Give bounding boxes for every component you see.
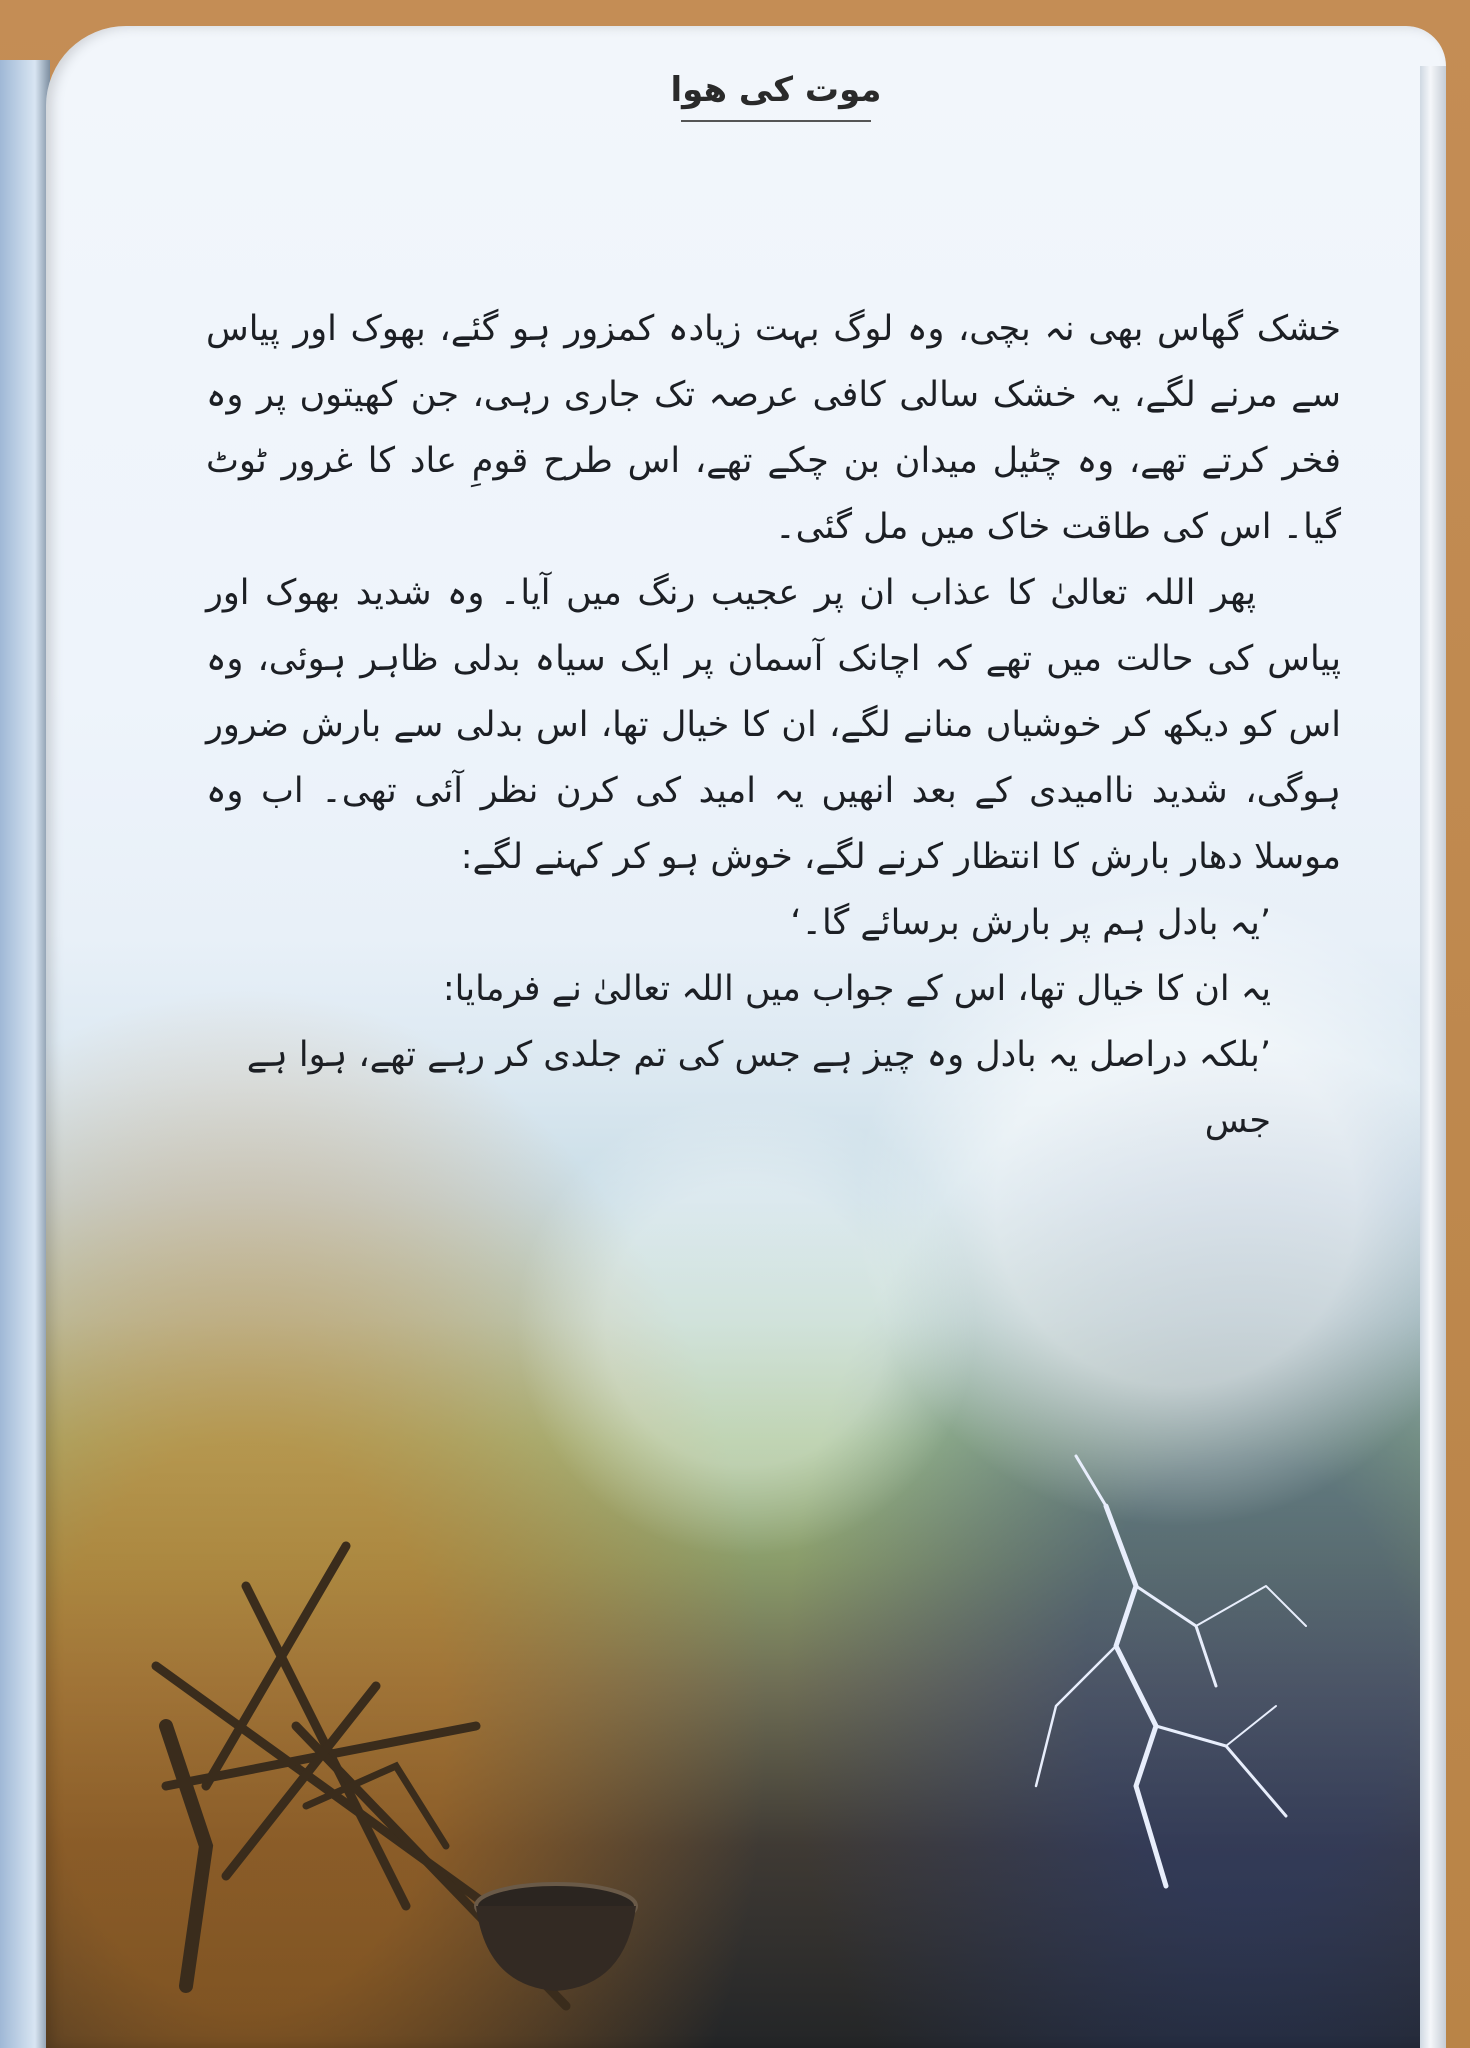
page-header xyxy=(666,70,886,122)
page-body xyxy=(206,296,1341,1154)
paragraph: پھر اللہ تعالیٰ کا عذاب ان پر عجیب رنگ میں آیا۔ وہ شدید بھوک اور پیاس کی حالت میں تھے کہ اچانک آسمان پر ایک سیاہ بدلی ظاہر ہوئی، وہ اس کو دیکھ کر خوشیاں منانے لگے، ان کا خیال تھا، اس بدلی سے بارش ضرور ہوگی، شدید ناامیدی کے بعد انھیں یہ امید کی کرن نظر آئی تھی۔ اب وہ موسلا دھار بارش کا انتظار کرنے لگے، خوش ہو کر کہنے لگے: xyxy=(206,573,1341,877)
quote-line: ’یہ بادل ہم پر بارش برسائے گا۔‘ xyxy=(790,903,1271,943)
paragraph: یہ ان کا خیال تھا، اس کے جواب میں اللہ تعالیٰ نے فرمایا: xyxy=(442,969,1271,1009)
quote-line: ’بلکہ دراصل یہ بادل وہ چیز ہے جس کی تم جلدی کر رہے تھے، ہوا ہے جس xyxy=(246,1035,1271,1141)
book-page xyxy=(46,26,1446,2048)
pot-icon xyxy=(476,1884,636,1991)
right-page-edge xyxy=(1420,66,1446,2048)
paragraph: خشک گھاس بھی نہ بچی، وہ لوگ بہت زیادہ کمزور ہو گئے، بھوک اور پیاس سے مرنے لگے، یہ خشک سالی کافی عرصہ تک جاری رہی، جن کھیتوں پر وہ فخر کرتے تھے، وہ چٹیل میدان بن چکے تھے، اس طرح قومِ عاد کا غرور ٹوٹ گیا۔ اس کی طاقت خاک میں مل گئی۔ xyxy=(206,309,1341,547)
chapter-title: موت کی ھوا xyxy=(670,70,882,110)
lightning-icon xyxy=(1036,1456,1306,1886)
left-page-edge xyxy=(0,60,50,2048)
header-underline xyxy=(681,120,871,122)
